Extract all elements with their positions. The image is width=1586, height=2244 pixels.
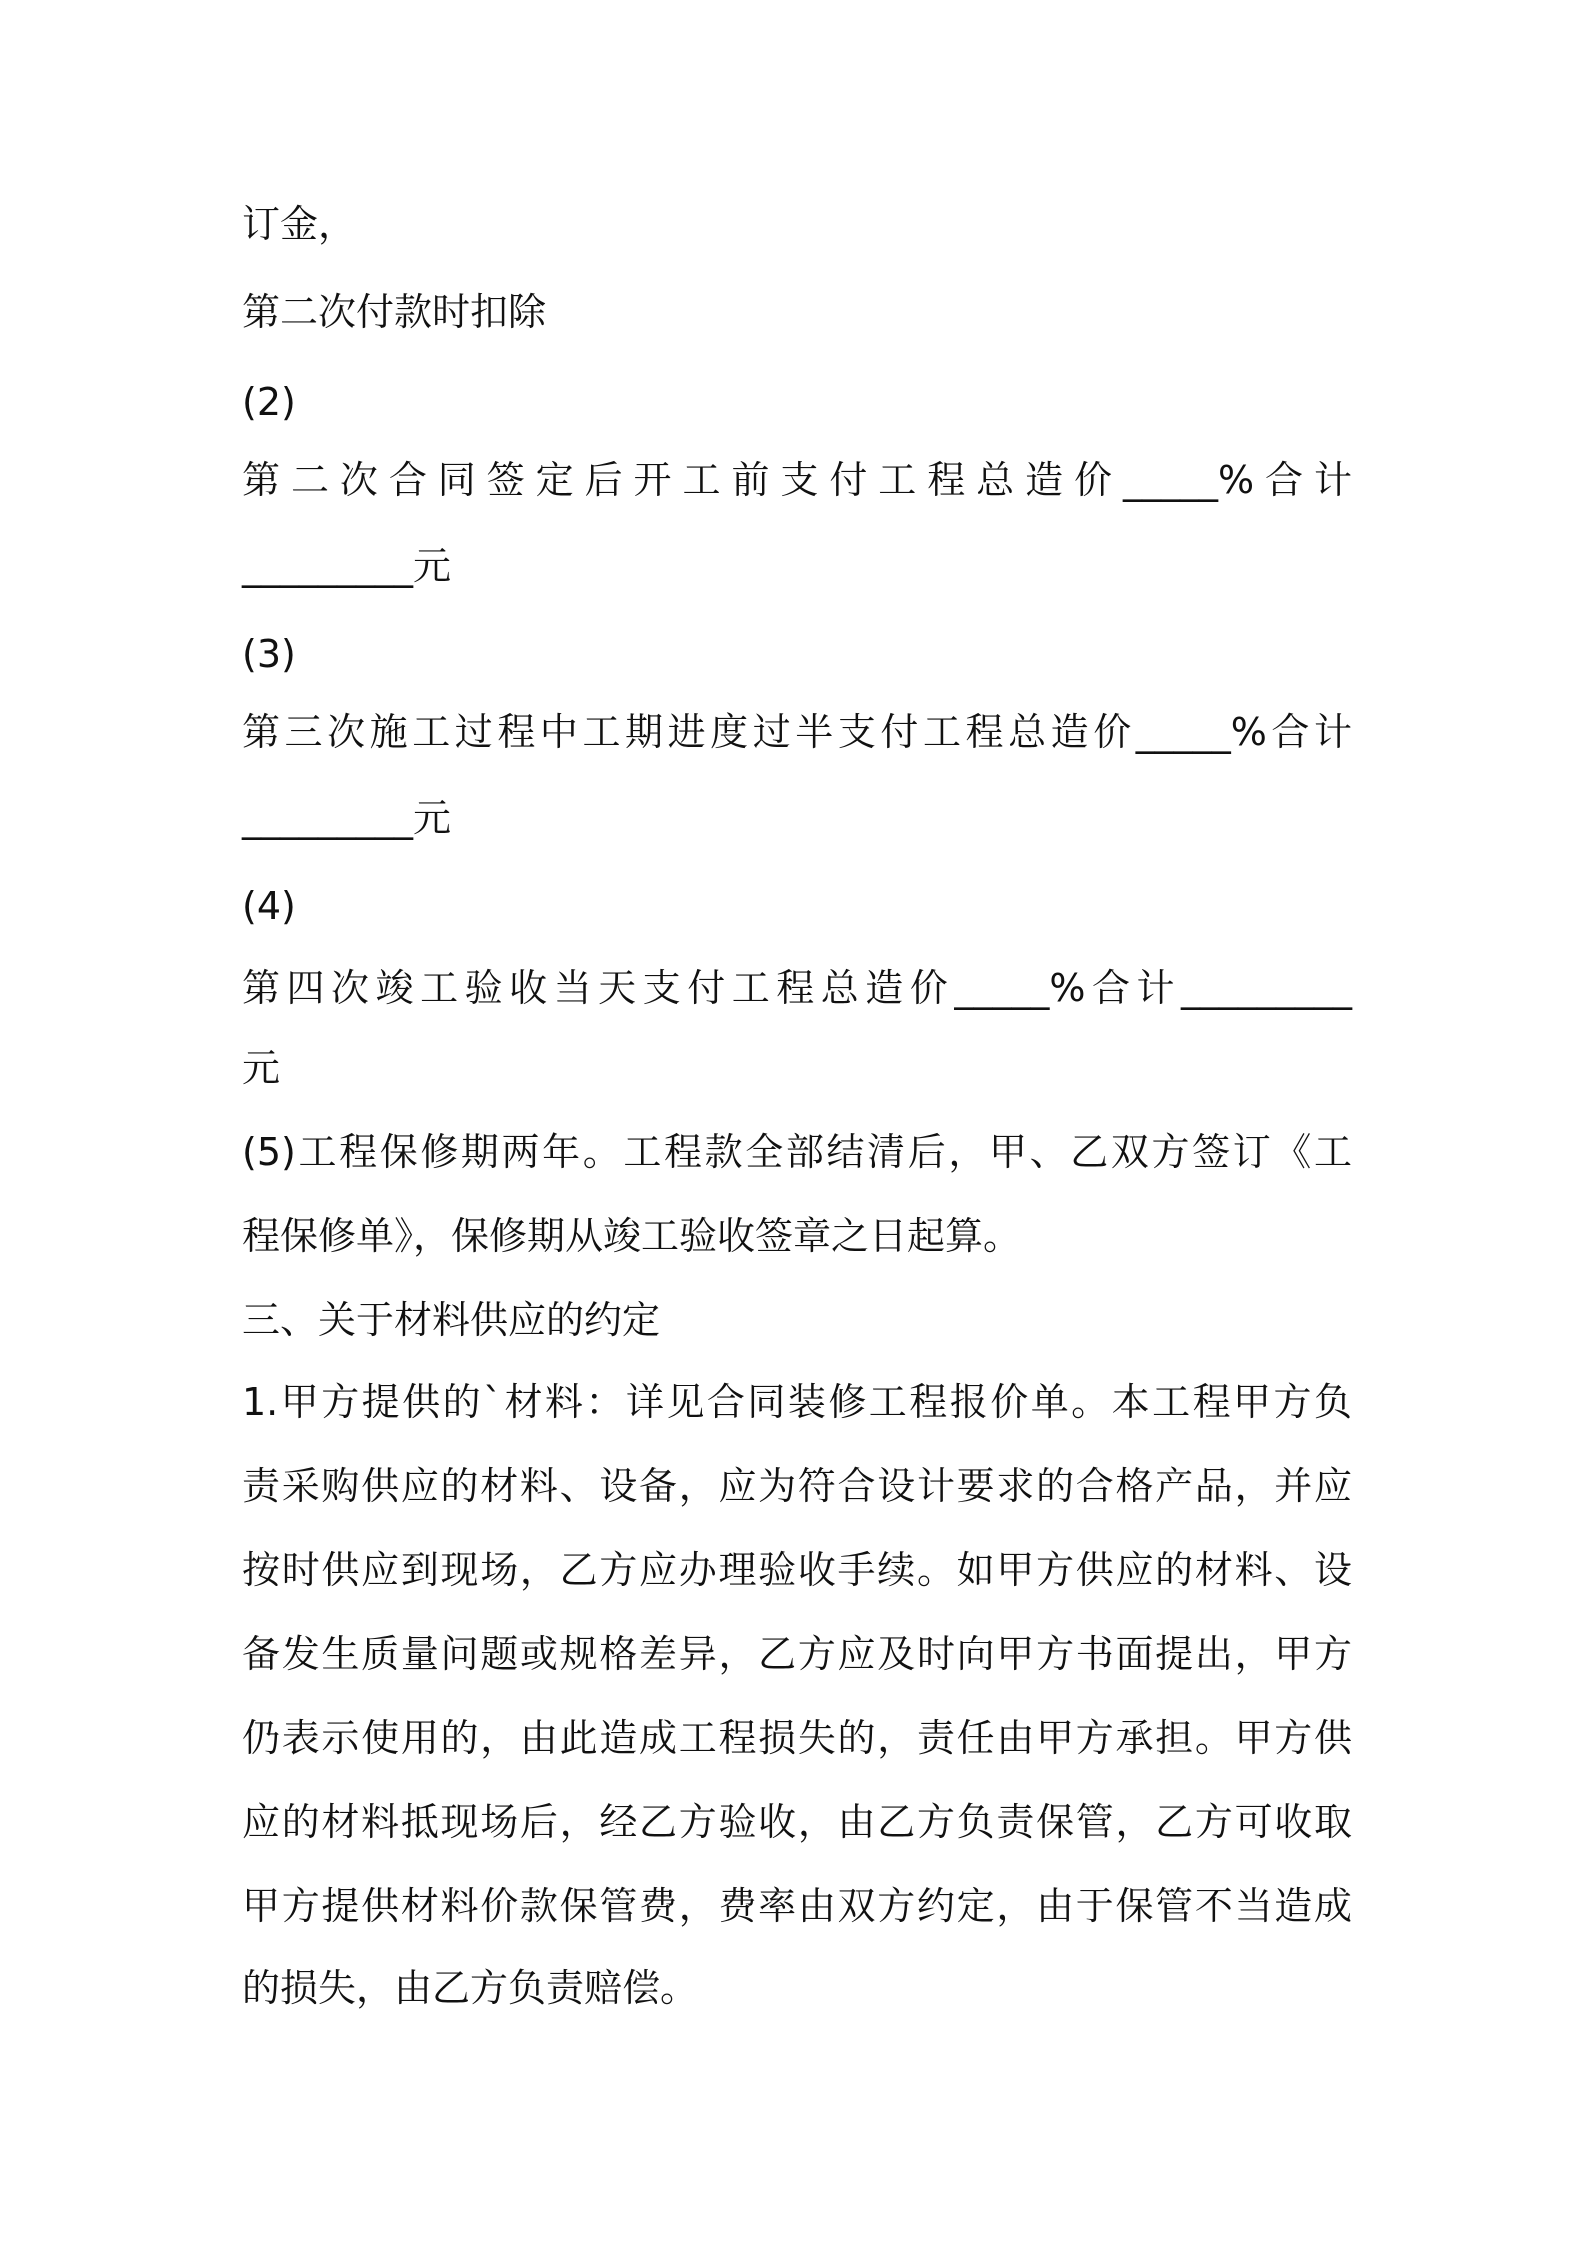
text-line-item-3-number: (3) [242,632,296,676]
text-line-item-2-number: (2) [242,380,296,424]
text-line-materials-3: 按时供应到现场，乙方应办理验收手续。如甲方供应的材料、设 [242,1548,1352,1592]
text-line-second-payment-deduction: 第二次付款时扣除 [242,290,547,334]
text-line-materials-2: 责采购供应的材料、设备，应为符合设计要求的合格产品，并应 [242,1464,1352,1508]
text-line-item-2-amount: _________元 [242,544,452,588]
text-line-item-4: 第四次竣工验收当天支付工程总造价_____%合计_________ [242,966,1352,1010]
text-line-materials-1: 1.甲方提供的`材料：详见合同装修工程报价单。本工程甲方负 [242,1380,1352,1424]
text-line-materials-4: 备发生质量问题或规格差异，乙方应及时向甲方书面提出，甲方 [242,1632,1352,1676]
text-line-item-2: 第二次合同签定后开工前支付工程总造价_____%合计 [242,458,1352,502]
text-line-item-4-number: (4) [242,884,296,928]
text-line-item-3: 第三次施工过程中工期进度过半支付工程总造价_____%合计 [242,710,1352,754]
text-line-item-4-unit: 元 [242,1046,281,1090]
text-line-warranty-1: (5)工程保修期两年。工程款全部结清后，甲、乙双方签订《工 [242,1130,1352,1174]
text-line-materials-5: 仍表示使用的，由此造成工程损失的，责任由甲方承担。甲方供 [242,1716,1352,1760]
text-line-materials-8: 的损失，由乙方负责赔偿。 [242,1966,699,2010]
text-line-materials-6: 应的材料抵现场后，经乙方验收，由乙方负责保管，乙方可收取 [242,1800,1352,1844]
section-heading-materials: 三、关于材料供应的约定 [242,1298,661,1342]
text-line-deposit: 订金， [242,202,357,246]
text-line-materials-7: 甲方提供材料价款保管费，费率由双方约定，由于保管不当造成 [242,1884,1352,1928]
text-line-warranty-2: 程保修单》，保修期从竣工验收签章之日起算。 [242,1214,1022,1258]
text-line-item-3-amount: _________元 [242,796,452,840]
